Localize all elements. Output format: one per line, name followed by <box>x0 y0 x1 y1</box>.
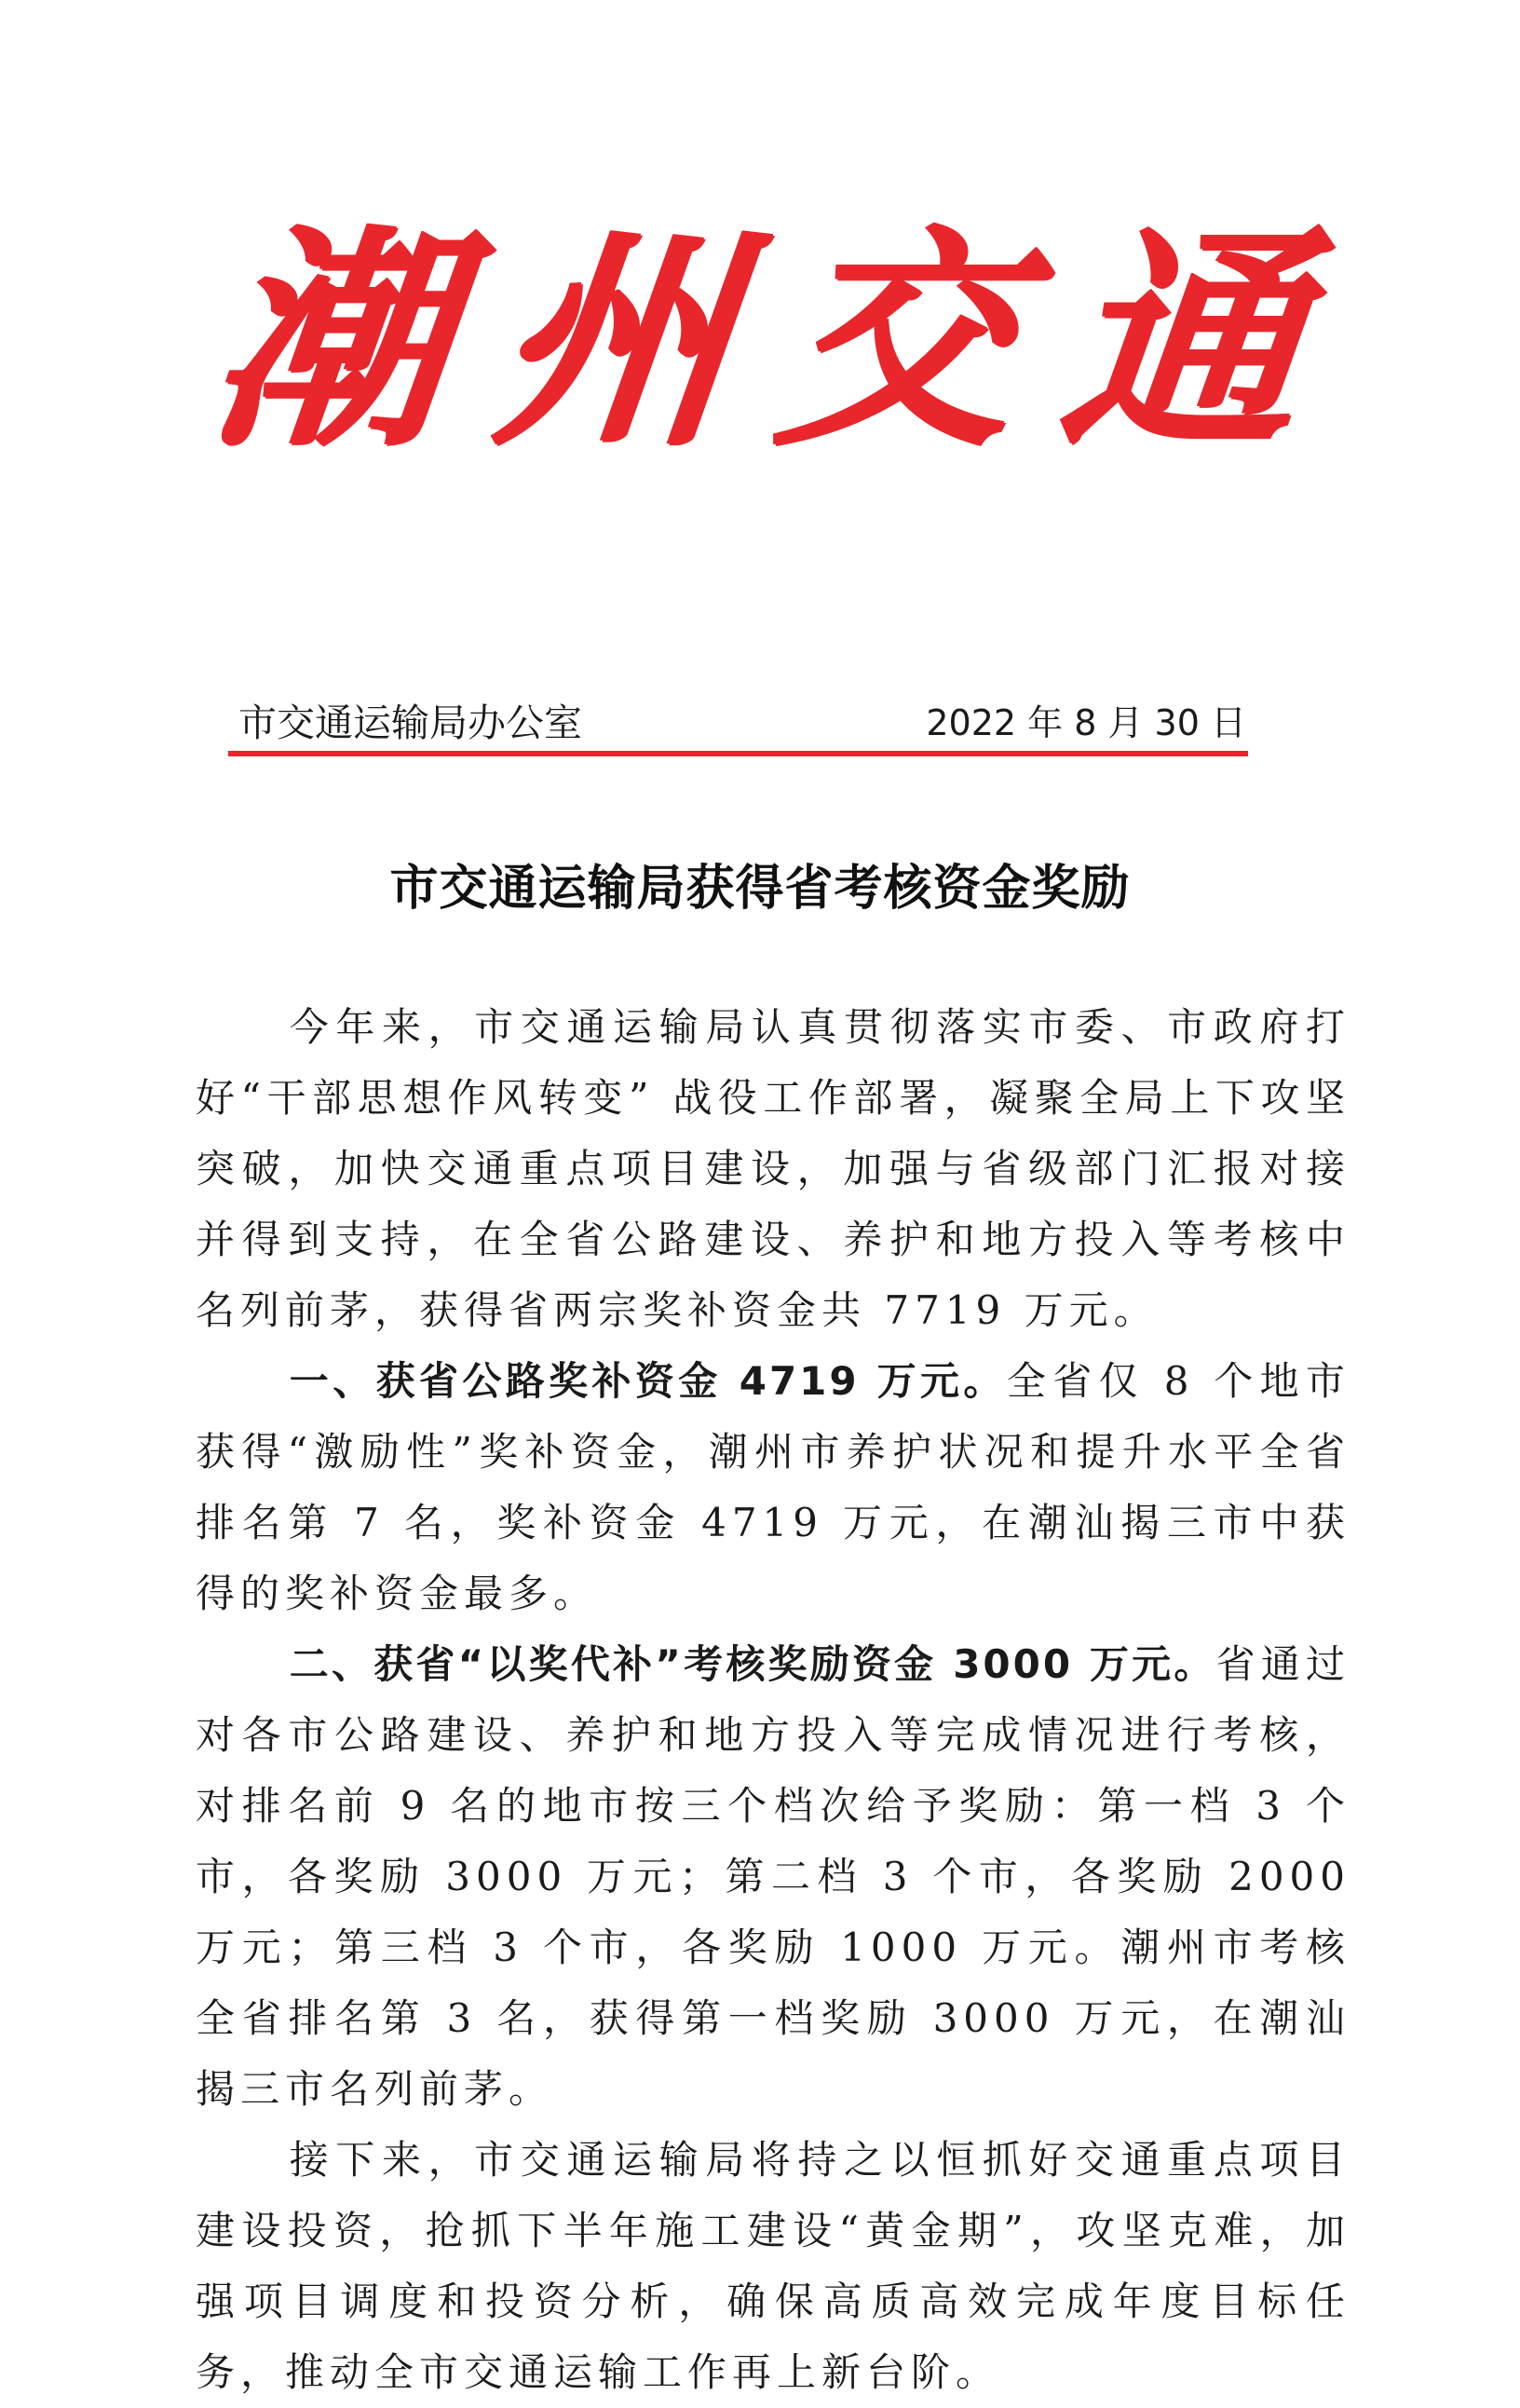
red-divider-line <box>228 751 1248 756</box>
article-body <box>196 992 1350 2408</box>
paragraph-item-1 <box>196 1346 1350 1629</box>
paragraph-text: 今年来，市交通运输局认真贯彻落实市委、市政府打好“干部思想作风转变” 战役工作部署，凝聚全局上下攻坚突破，加快交通重点项目建设，加强与省级部门汇报对接并得到支持，在全省公路建设、养护和地方投入等考核中名列前茅，获得省两宗奖补资金共 7719 万元。 <box>196 1004 1350 1333</box>
paragraph-item-2 <box>196 1629 1350 2125</box>
article-title: 市交通运输局获得省考核资金奖励 <box>389 860 1131 917</box>
issuing-office: 市交通运输局办公室 <box>238 701 582 745</box>
paragraph-text: 全省仅 8 个地市获得“激励性”奖补资金，潮州市养护状况和提升水平全省排名第 7 名，奖补资金 4719 万元，在潮汕揭三市中获得的奖补资金最多。 <box>196 1358 1350 1616</box>
issue-date: 2022 年 8 月 30 日 <box>926 702 1246 743</box>
paragraph-text: 接下来，市交通运输局将持之以恒抓好交通重点项目建设投资，抢抓下半年施工建设“黄金期”，攻坚克难，加强项目调度和投资分析，确保高质高效完成年度目标任务，推动全市交通运输工作再上新台阶。 <box>196 2137 1350 2395</box>
paragraph-heading: 二、获省“以奖代补”考核奖励资金 3000 万元。 <box>289 1641 1216 1687</box>
paragraph-conclusion <box>196 2125 1350 2408</box>
masthead-logo: 潮州交通 <box>199 203 1365 477</box>
paragraph-text: 省通过对各市公路建设、养护和地方投入等完成情况进行考核，对排名前 9 名的地市按三个档次给予奖励：第一档 3 个市，各奖励 3000 万元；第二档 3 个市，各奖励 2000 万元；第三档 3 个市，各奖励 1000 万元。潮州市考核全省排名第 3 名，获得第一档奖励 3000 万元，在潮汕揭三市名列前茅。 <box>196 1641 1350 2112</box>
paragraph-heading: 一、获省公路奖补资金 4719 万元。 <box>289 1358 1007 1404</box>
paragraph-intro <box>196 992 1350 1346</box>
document-header <box>231 701 1246 745</box>
